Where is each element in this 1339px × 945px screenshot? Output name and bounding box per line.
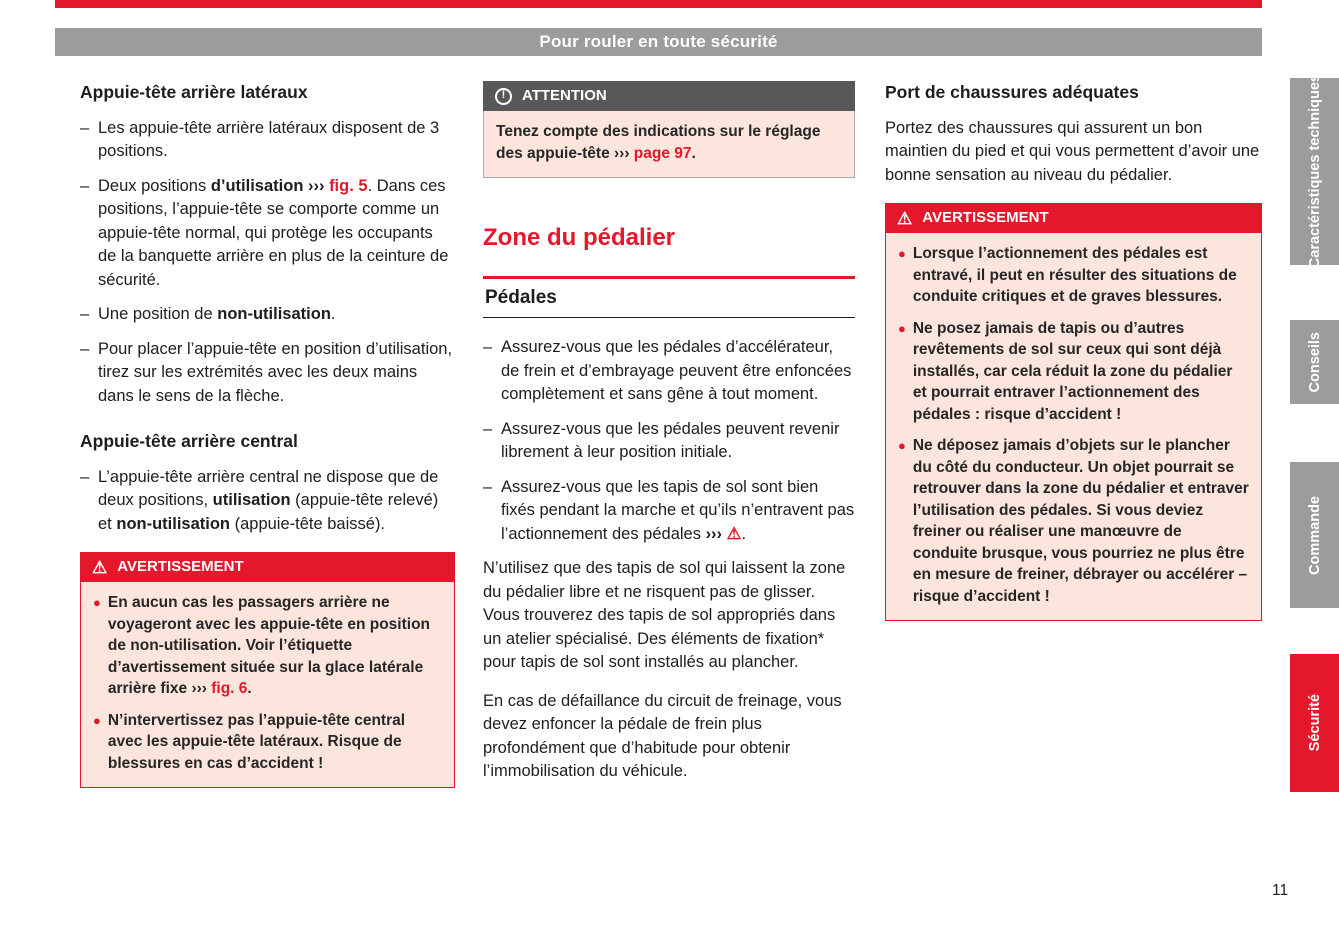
heading-appuie-tete-central: Appuie-tête arrière central — [80, 431, 298, 451]
dash-marker: – — [483, 419, 493, 438]
list-item — [80, 338, 455, 409]
tab-caracteristiques-techniques — [1290, 74, 1339, 269]
page-content — [55, 0, 1262, 799]
dash-marker: – — [80, 339, 90, 358]
warning-text: Ne déposez jamais d’objets sur le plancher du côté du conducteur. Un objet pourrait se retrouver dans la zone du pédalier et entraver l’utilisation des pédales. Si vous deviez freiner ou réaliser une manœuvre de conduite brusque, vous pourriez ne plus être en mesure de freiner, débrayer ou accélérer – risque d’accident ! — [912, 437, 1249, 605]
body-paragraph: Portez des chaussures qui assurent un bon maintien du pied et qui vous permettent d’avoir une bonne sensation au niveau du pédalier. — [885, 118, 1260, 184]
list-item-text: Deux positions d’utilisation ››› fig. 5. Dans ces positions, l’appuie-tête se comporte comme un appuie-tête normal, qui protège les occupants de la banquette arrière en plus de la ceinture de sécurité. — [98, 176, 449, 289]
subsection-pedales — [483, 276, 855, 319]
tab-label: Caractéristiques techniques — [1306, 74, 1323, 269]
heading-appuie-tete-lateraux: Appuie-tête arrière latéraux — [80, 82, 308, 102]
bullet-marker: ● — [898, 320, 906, 336]
dash-marker: – — [80, 467, 90, 486]
dash-marker: – — [80, 305, 90, 323]
bullet-marker: ● — [93, 712, 101, 728]
dash-marker: – — [483, 338, 493, 356]
warning-text: N’intervertissez pas l’appuie-tête central avec les appuie-tête latéraux. Risque de blessures en cas d’accident ! — [107, 711, 406, 772]
list-item — [483, 418, 855, 465]
warning-triangle-icon: ⚠ — [92, 557, 108, 577]
tab-label: Conseils — [1306, 331, 1323, 393]
dash-marker: – — [483, 477, 493, 496]
list-item-text: Les appuie-tête arrière latéraux disposent de 3 positions. — [98, 118, 440, 160]
tab-label: Sécurité — [1306, 694, 1323, 752]
bullet-marker: ● — [898, 438, 906, 453]
warning-box — [80, 552, 455, 788]
list-item-text: Assurez-vous que les pédales peuvent revenir librement à leur position initiale. — [501, 419, 840, 461]
list-item — [80, 117, 455, 164]
attention-box — [483, 81, 855, 178]
attention-text: Tenez compte des indications sur le réglage des appuie-tête ››› page 97. — [496, 123, 821, 162]
warning-paragraph — [93, 710, 442, 775]
page-number: 11 — [1272, 882, 1289, 899]
warning-paragraph — [93, 592, 442, 700]
subsection-title: Pédales — [485, 286, 557, 308]
list-item — [80, 303, 455, 327]
warning-text: En aucun cas les passagers arrière ne voyageront avec les appuie-tête en position de non-utilisation. Voir l’étiquette d’avertissement située sur la glace latérale arrière fixe ››› fig. 6. — [107, 594, 430, 697]
warning-paragraph — [898, 435, 1249, 607]
bullet-marker: ● — [898, 246, 906, 261]
list-item — [80, 175, 455, 293]
column-left — [80, 81, 455, 799]
attention-box-body — [483, 111, 855, 178]
body-paragraph: En cas de défaillance du circuit de freinage, vous devez enfoncer la pédale de frein plus profondément que d’habitude pour obtenir l’immobilisation du véhicule. — [483, 691, 842, 780]
list-item-text: Assurez-vous que les tapis de sol sont bien fixés pendant la marche et qu’ils n’entravent pas l’actionnement des pédales ››› ⚠. — [501, 477, 855, 543]
tab-securite-active — [1290, 654, 1339, 792]
warning-box-title: AVERTISSEMENT — [922, 209, 1049, 227]
column-right — [885, 81, 1262, 799]
tab-commande — [1290, 462, 1339, 608]
chapter-heading-zone-pedalier: Zone du pédalier — [483, 224, 676, 251]
warning-text: Lorsque l’actionnement des pédales est entravé, il peut en résulter des situations de conduite critiques et de graves blessures. — [912, 245, 1237, 305]
warning-text: Ne posez jamais de tapis ou d’autres revêtements de sol sur ceux qui sont déjà installés, car cela réduit la zone du pédalier et pourrait entraver l’actionnement des pédales : risque d’accident ! — [912, 319, 1233, 423]
warning-box-body — [885, 233, 1262, 621]
attention-circle-icon: ! — [495, 88, 512, 105]
list-item — [483, 336, 855, 407]
warning-triangle-icon: ⚠ — [897, 208, 913, 228]
tab-conseils — [1290, 320, 1339, 404]
warning-paragraph — [898, 243, 1249, 308]
list-item-text: L’appuie-tête arrière central ne dispose que de deux positions, utilisation (appuie-tête relevé) et non-utilisation (appuie-tête baissé). — [98, 467, 439, 533]
list-item-text: Une position de non-utilisation. — [98, 305, 336, 323]
list-item-text: Assurez-vous que les pédales d’accélérateur, de frein et d’embrayage peuvent être enfoncées complètement et sans gêne à tout moment. — [501, 338, 852, 403]
warning-box-body — [80, 582, 455, 788]
list-item-text: Pour placer l’appuie-tête en position d’utilisation, tirez sur les extrémités avec les deux mains dans le sens de la flèche. — [98, 339, 453, 405]
page-header — [55, 28, 1262, 56]
warning-box — [885, 203, 1262, 621]
dash-marker: – — [80, 176, 90, 195]
warning-box-title: AVERTISSEMENT — [117, 558, 244, 576]
warning-box-header — [885, 203, 1262, 233]
warning-paragraph — [898, 318, 1249, 426]
list-item — [80, 466, 455, 537]
attention-box-header — [483, 81, 855, 111]
column-middle — [483, 81, 855, 799]
body-paragraph: N’utilisez que des tapis de sol qui laissent la zone du pédalier libre et ne risquent pas de glisser. Vous trouverez des tapis de sol appropriés dans un atelier spécialisé. Des éléments de fixation* pour tapis de sol sont installés au plancher. — [483, 559, 846, 671]
columns-wrapper — [55, 81, 1262, 799]
warning-box-header — [80, 552, 455, 582]
bullet-marker: ● — [93, 595, 101, 610]
heading-port-chaussures: Port de chaussures adéquates — [885, 82, 1139, 102]
attention-box-title: ATTENTION — [522, 87, 607, 105]
tab-label: Commande — [1306, 495, 1323, 575]
page-header-title: Pour rouler en toute sécurité — [539, 32, 778, 51]
top-accent-bar — [55, 0, 1262, 8]
thin-rule — [483, 317, 855, 318]
list-item — [483, 476, 855, 547]
dash-marker: – — [80, 118, 90, 137]
